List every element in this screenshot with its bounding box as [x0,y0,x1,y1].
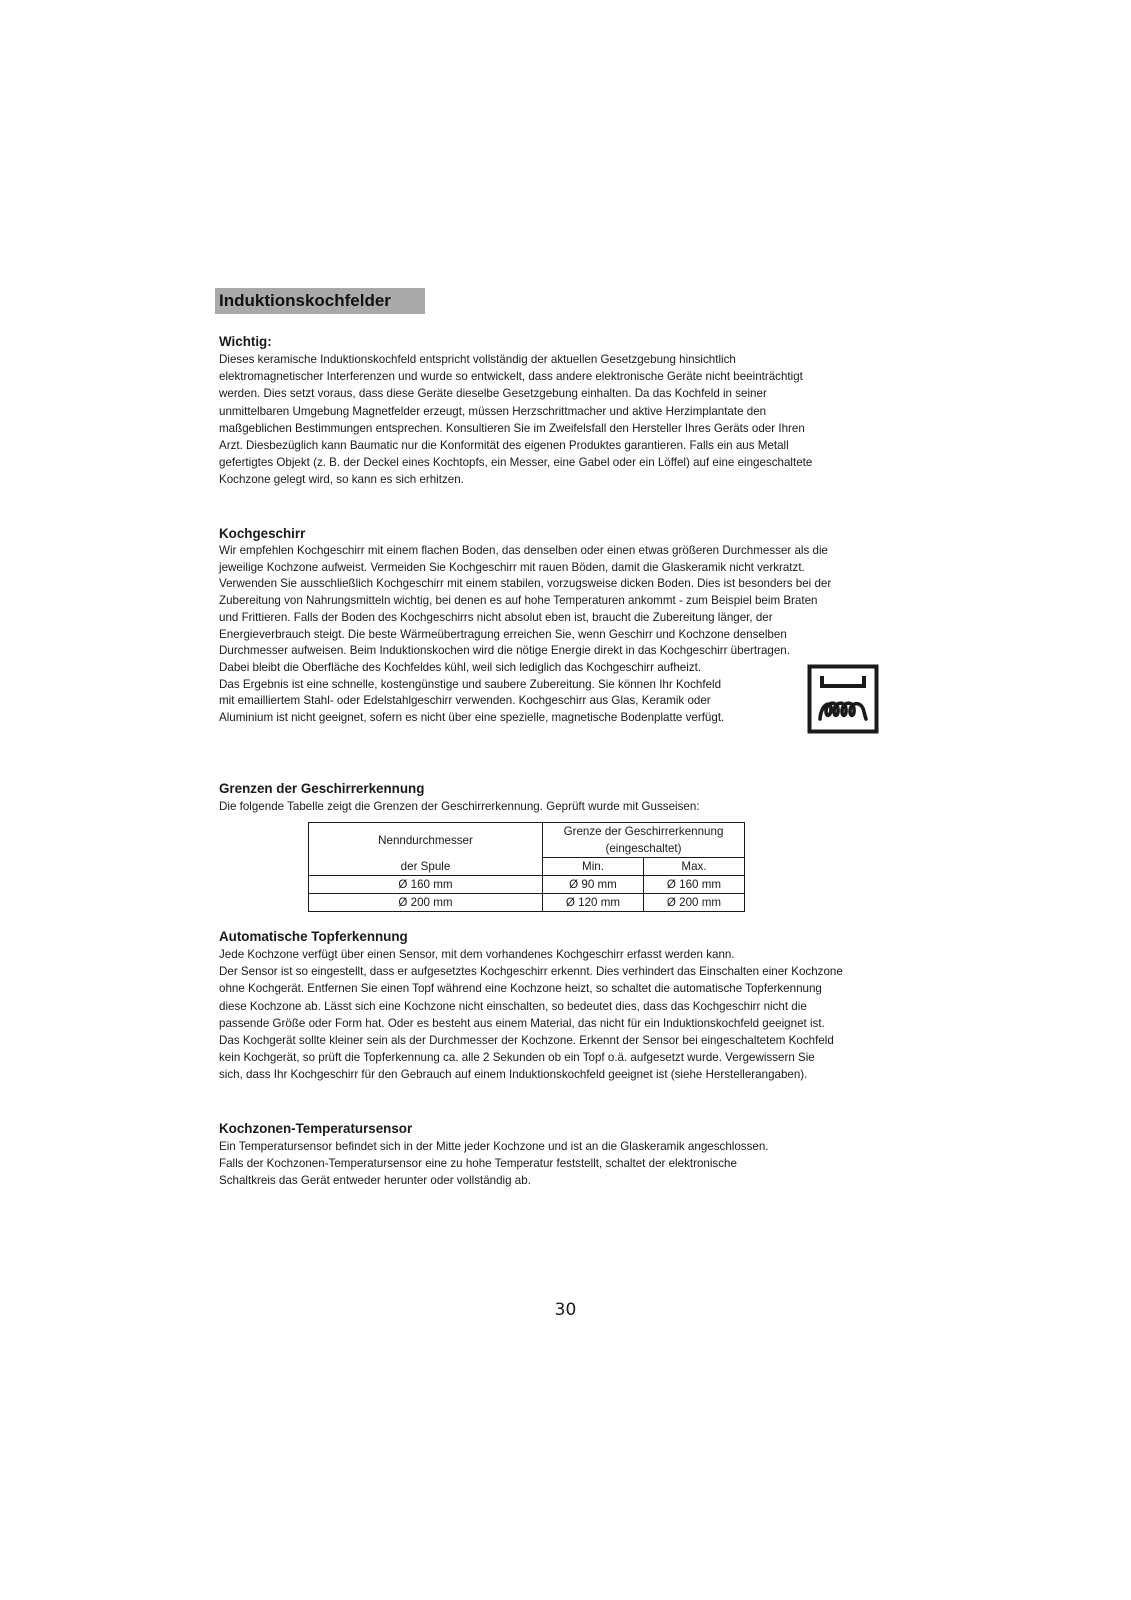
text-line: jeweilige Kochzone aufweist. Vermeiden Sie Kochgeschirr mit rauen Böden, damit die Glaskeramik nicht verkratzt. [219,560,805,574]
text-line: Arzt. Diesbezüglich kann Baumatic nur die Konformität des eigenen Produktes garantieren. Falls ein aus Metall [219,439,789,453]
text-line: Das Ergebnis ist eine schnelle, kostengünstige und saubere Zubereitung. Sie können Ihr Kochfeld [219,677,722,691]
text-line: Die folgende Tabelle zeigt die Grenzen der Geschirrerkennung. Geprüft wurde mit Gusseisen: [219,800,700,813]
text-line: Schaltkreis das Gerät entweder herunter oder vollständig ab. [219,1174,531,1188]
text-line: werden. Dies setzt voraus, dass diese Geräte dieselbe Gesetzgebung einhalten. Da das Kochfeld in seiner [219,387,767,401]
paragraph-topferkennung [219,946,909,1084]
detection-limits-table [308,822,745,912]
text-line: Durchmesser aufweisen. Beim Induktionskochen wird die nötige Energie direkt in das Kochgeschirr übertragen. [219,644,790,658]
text-line: sich, dass Ihr Kochgeschirr für den Gebrauch auf einem Induktionskochfeld geeignet ist (siehe Herstellerangaben). [219,1068,808,1082]
table-header-cell: der Spule [309,858,543,876]
text-line: mit emailliertem Stahl- oder Edelstahlgeschirr verwenden. Kochgeschirr aus Glas, Keramik oder [219,694,711,708]
table-header-min: Min. [542,858,643,876]
text-line: Der Sensor ist so eingestellt, dass er aufgesetztes Kochgeschirr erkennt. Dies verhindert das Einschalten einer Kochzone [219,965,843,979]
text-line: elektromagnetischer Interferenzen und wurde so entwickelt, dass andere elektronische Geräte nicht beeinträchtigt [219,370,803,384]
text-line: passende Größe oder Form hat. Oder es besteht aus einem Material, das nicht für ein Induktionskochfeld geeignet ist. [219,1016,825,1030]
table-cell: Ø 90 mm [542,876,643,894]
text-line: Dabei bleibt die Oberfläche des Kochfeldes kühl, weil sich lediglich das Kochgeschirr aufheizt. [219,660,702,674]
text-line: und Frittieren. Falls der Boden des Kochgeschirrs nicht absolut eben ist, braucht die Zubereitung länger, der [219,610,773,624]
paragraph-wichtig [219,351,909,489]
text-line: Zubereitung von Nahrungsmitteln wichtig, bei denen es auf hohe Temperaturen ankommt - zum Beispiel beim Braten [219,594,818,608]
table-cell: Ø 120 mm [542,894,643,912]
heading-kochgeschirr: Kochgeschirr [219,526,306,541]
table-row [309,876,745,894]
table-header-max: Max. [643,858,744,876]
table-header-cell: Nenndurchmesser [309,823,543,858]
heading-temperatursensor: Kochzonen-Temperatursensor [219,1121,413,1136]
table-header-group: Grenze der Geschirrerkennung (eingeschaltet) [563,825,724,855]
text-line: Falls der Kochzonen-Temperatursensor eine zu hohe Temperatur feststellt, schaltet der elektronische [219,1157,737,1171]
text-line: ohne Kochgerät. Entfernen Sie einen Topf während eine Kochzone heizt, so schaltet die automatische Topferkennung [219,982,822,996]
induction-cookware-icon [807,664,879,734]
page-number: 30 [554,1300,577,1320]
table-cell: Ø 160 mm [309,876,543,894]
text-line: Jede Kochzone verfügt über einen Sensor, mit dem vorhandenes Kochgeschirr erfasst werden kann. [219,948,735,961]
heading-topferkennung: Automatische Topferkennung [219,929,408,944]
text-line: kein Kochgerät, so prüft die Topferkennung ca. alle 2 Sekunden ob ein Topf o.ä. aufgesetzt wurde. Vergewissern Sie [219,1051,815,1065]
text-line: diese Kochzone ab. Lässt sich eine Kochzone nicht einschalten, so bedeutet dies, dass das Kochgeschirr nicht die [219,999,807,1013]
text-line: maßgeblichen Bestimmungen entsprechen. Konsultieren Sie im Zweifelsfall den Hersteller Ihres Geräts oder Ihren [219,421,805,435]
table-row [309,894,745,912]
paragraph-grenzen [219,798,909,815]
text-line: Das Kochgerät sollte kleiner sein als der Durchmesser der Kochzone. Erkennt der Sensor bei eingeschaltetem Kochfeld [219,1034,834,1048]
text-line: unmittelbaren Umgebung Magnetfelder erzeugt, müssen Herzschrittmacher und aktive Herzimplantate den [219,404,767,418]
table-cell: Ø 200 mm [666,896,722,909]
text-line: Wir empfehlen Kochgeschirr mit einem flachen Boden, das denselben oder einen etwas größeren Durchmesser als die [219,544,828,557]
paragraph-temperatursensor [219,1138,909,1190]
table-cell: Ø 200 mm [309,894,543,912]
heading-wichtig: Wichtig: [219,334,272,349]
text-line: Dieses keramische Induktionskochfeld entspricht vollständig der aktuellen Gesetzgebung hinsichtlich [219,353,736,366]
text-line: Energieverbrauch steigt. Die beste Wärmeübertragung erreichen Sie, wenn Geschirr und Kochzone denselben [219,627,787,641]
text-line: Kochzone gelegt wird, so kann es sich erhitzen. [219,473,464,487]
text-line: Verwenden Sie ausschließlich Kochgeschirr mit einem stabilen, vorzugsweise dicken Boden. Dies ist besonders bei der [219,577,832,591]
text-line: gefertigtes Objekt (z. B. der Deckel eines Kochtopfs, ein Messer, eine Gabel oder ein Löffel) auf eine eingeschaltete [219,456,813,470]
table-cell: Ø 160 mm [643,876,744,894]
text-line: Ein Temperatursensor befindet sich in der Mitte jeder Kochzone und ist an die Glaskeramik angeschlossen. [219,1140,769,1153]
text-line: Aluminium ist nicht geeignet, sofern es nicht über eine spezielle, magnetische Bodenplatte verfügt. [219,711,725,725]
heading-grenzen: Grenzen der Geschirrerkennung [219,781,425,796]
paragraph-kochgeschirr [219,543,909,727]
page-title: Induktionskochfelder [215,288,425,314]
